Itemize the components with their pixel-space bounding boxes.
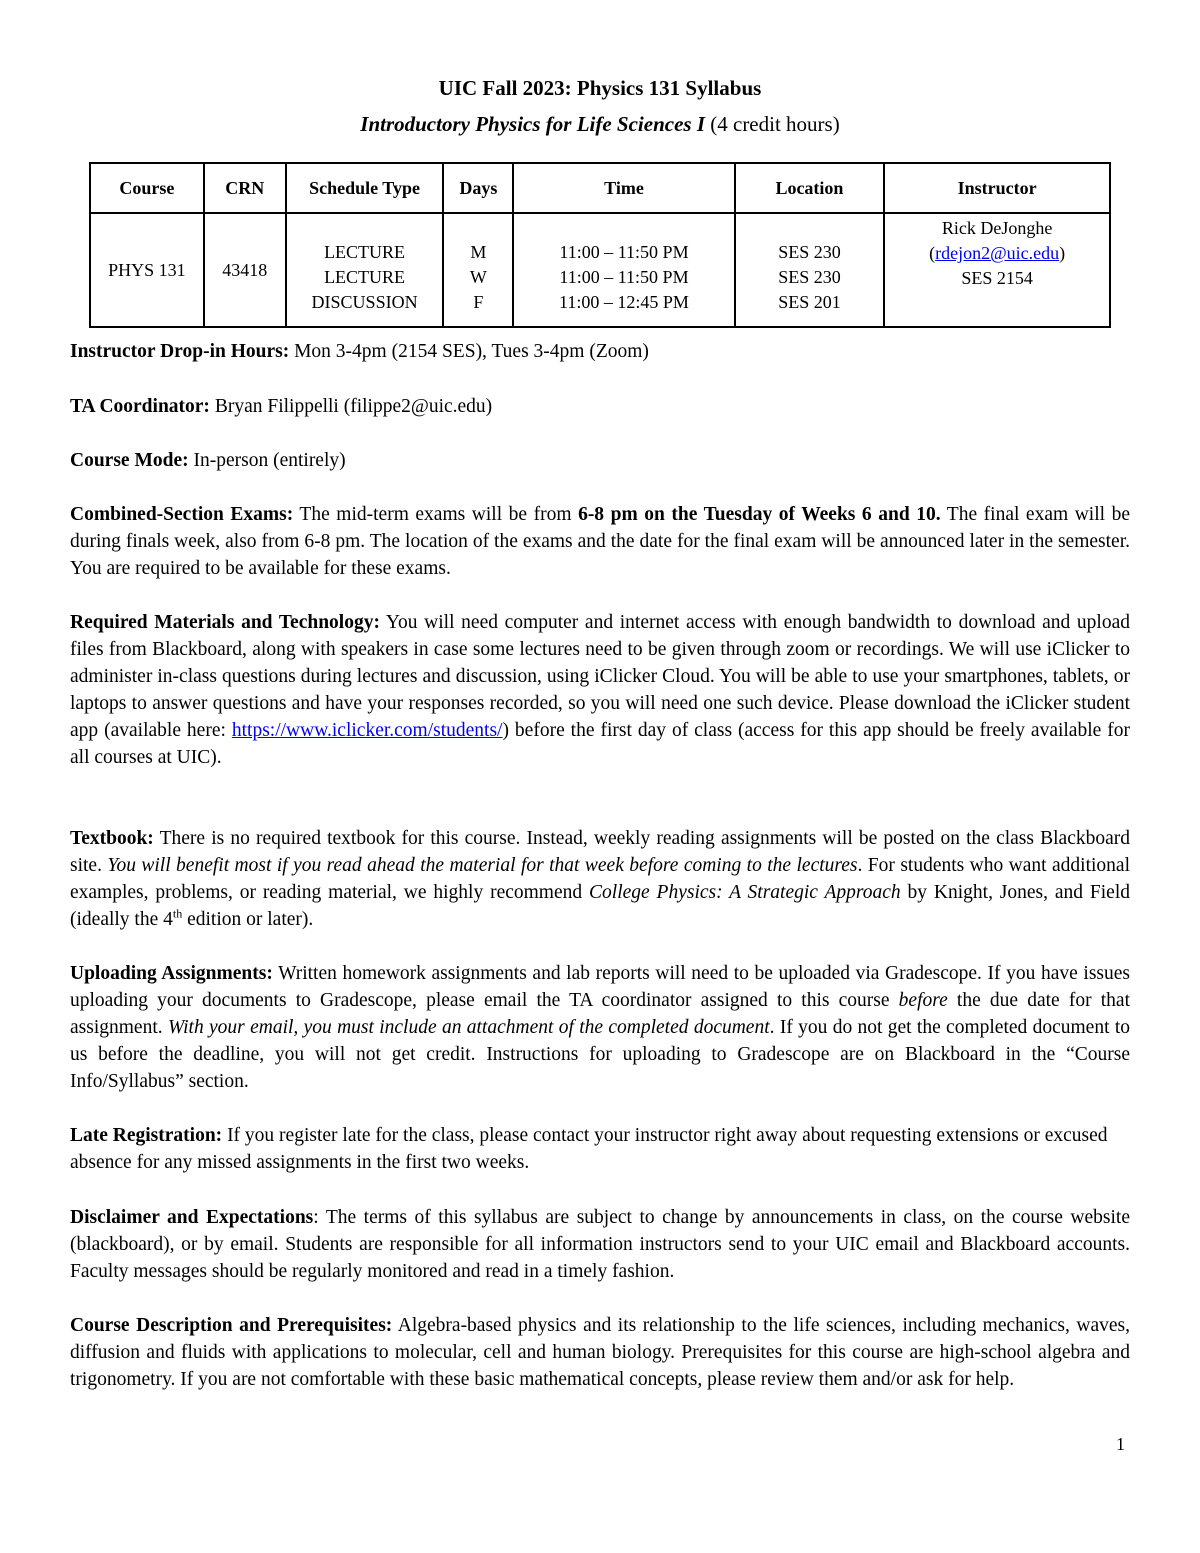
required-materials: Required Materials and Technology: You will need computer and internet access with enough bandwidth to download and upload files from Blackboard, along with speakers in case some lectures need to be given through zoom or recordings. We will use iClicker to administer in-class questions during lectures and discussion, using iClicker Cloud. You will be able to use your smartphones, tablets, or laptops to answer questions and have your responses recorded, so you will need one such device. Please download the iClicker student app (available here: https://www.iclicker.com/students/) before the first day of class (access for this app should be freely available for all courses at UIC).: [70, 612, 1131, 768]
textbook: Textbook: There is no required textbook for this course. Instead, weekly reading assignments will be posted on the class Blackboard site. You will benefit most if you read ahead the material for that week before coming to the lectures. For students who want additional examples, problems, or reading material, we highly recommend College Physics: A Strategic Approach by Knight, Jones, and Field (ideally the 4th edition or later).: [70, 828, 1130, 930]
page-subtitle: [0, 110, 1200, 138]
drop-in-label: Instructor Drop-in Hours:: [70, 341, 290, 362]
disclaimer: Disclaimer and Expectations: The terms of this syllabus are subject to change by announcements in class, on the course website (blackboard), or by email. Students are responsible for all information instructors send to your UIC email and Blackboard accounts. Faculty messages should be regularly monitored and read in a timely fashion.: [70, 1207, 1131, 1282]
cell-course: PHYS 131: [90, 213, 204, 327]
header-schedule-type: Schedule Type: [286, 163, 444, 213]
location-3: SES 201: [778, 291, 841, 312]
time-1: 11:00 – 11:50 PM: [559, 241, 689, 262]
header-instructor: Instructor: [884, 163, 1110, 213]
combined-exams: Combined-Section Exams: The mid-term exams will be from 6-8 pm on the Tuesday of Weeks 6 and 10. The final exam will be during finals week, also from 6-8 pm. The location of the exams and the date for the final exam will be announced later in the semester. You are required to be available for these exams.: [70, 504, 1131, 579]
mode-label: Course Mode:: [70, 450, 189, 471]
instructor-office: SES 2154: [961, 268, 1033, 288]
header-crn: CRN: [204, 163, 286, 213]
credit-hours: (4 credit hours): [705, 112, 840, 136]
late-label: Late Registration:: [70, 1125, 223, 1146]
ta-coordinator: TA Coordinator: Bryan Filippelli (filippe2@uic.edu): [70, 396, 493, 417]
schedule-type-1: LECTURE: [324, 241, 406, 262]
course-mode: Course Mode: In-person (entirely): [70, 450, 346, 471]
iclicker-link[interactable]: https://www.iclicker.com/students/: [231, 720, 503, 741]
textbook-label: Textbook:: [70, 828, 154, 849]
uploading-assignments: Uploading Assignments: Written homework assignments and lab reports will need to be uploaded via Gradescope. If you have issues uploading your documents to Gradescope, please email the TA coordinator assigned to this course before the due date for that assignment. With your email, you must include an attachment of the completed document. If you do not get the completed document to us before the deadline, you will not get credit. Instructions for uploading to Gradescope are on Blackboard in the “Course Info/Syllabus” section.: [70, 963, 1131, 1092]
cell-location: [735, 213, 885, 327]
table-row: [90, 213, 1110, 327]
ta-label: TA Coordinator:: [70, 396, 210, 417]
instructor-email-link[interactable]: rdejon2@uic.edu: [935, 243, 1060, 263]
cell-days: [443, 213, 513, 327]
exams-label: Combined-Section Exams:: [70, 504, 294, 525]
day-3: F: [473, 291, 484, 312]
table-header-row: [90, 163, 1110, 213]
page-title: UIC Fall 2023: Physics 131 Syllabus: [438, 76, 762, 100]
location-2: SES 230: [778, 266, 841, 287]
header-days: Days: [443, 163, 513, 213]
instructor-name: Rick DeJonghe: [941, 218, 1053, 238]
schedule-table: [89, 162, 1111, 328]
description-label: Course Description and Prerequisites:: [70, 1315, 393, 1336]
schedule-type-2: LECTURE: [324, 266, 406, 287]
materials-label: Required Materials and Technology:: [70, 612, 380, 633]
cell-time: [513, 213, 734, 327]
time-2: 11:00 – 11:50 PM: [559, 266, 689, 287]
disclaimer-label: Disclaimer and Expectations: [70, 1207, 314, 1228]
cell-schedule-type: [286, 213, 444, 327]
day-2: W: [469, 266, 487, 287]
time-3: 11:00 – 12:45 PM: [559, 291, 689, 312]
location-1: SES 230: [778, 241, 841, 262]
header-course: Course: [90, 163, 204, 213]
late-registration: Late Registration: If you register late for the class, please contact your instructor right away about requesting extensions or excused absence for any missed assignments in the first two weeks.: [70, 1125, 1108, 1173]
course-description: Course Description and Prerequisites: Algebra-based physics and its relationship to the life sciences, including mechanics, waves, diffusion and fluids with applications to molecular, cell and human biology. Prerequisites for this course are high-school algebra and trigonometry. If you are not comfortable with these basic mathematical concepts, please review them and/or ask for help.: [70, 1315, 1131, 1390]
page-number: 1: [1116, 1434, 1125, 1454]
drop-in-hours: Instructor Drop-in Hours: Mon 3-4pm (2154 SES), Tues 3-4pm (Zoom): [70, 341, 649, 362]
course-name: Introductory Physics for Life Sciences I: [360, 112, 705, 136]
header-time: Time: [513, 163, 734, 213]
schedule-type-3: DISCUSSION: [311, 291, 418, 312]
cell-instructor: Rick DeJonghe (rdejon2@uic.edu) SES 2154: [884, 213, 1110, 327]
uploading-label: Uploading Assignments:: [70, 963, 273, 984]
day-1: M: [470, 241, 487, 262]
header-location: Location: [735, 163, 885, 213]
cell-crn: 43418: [204, 213, 286, 327]
